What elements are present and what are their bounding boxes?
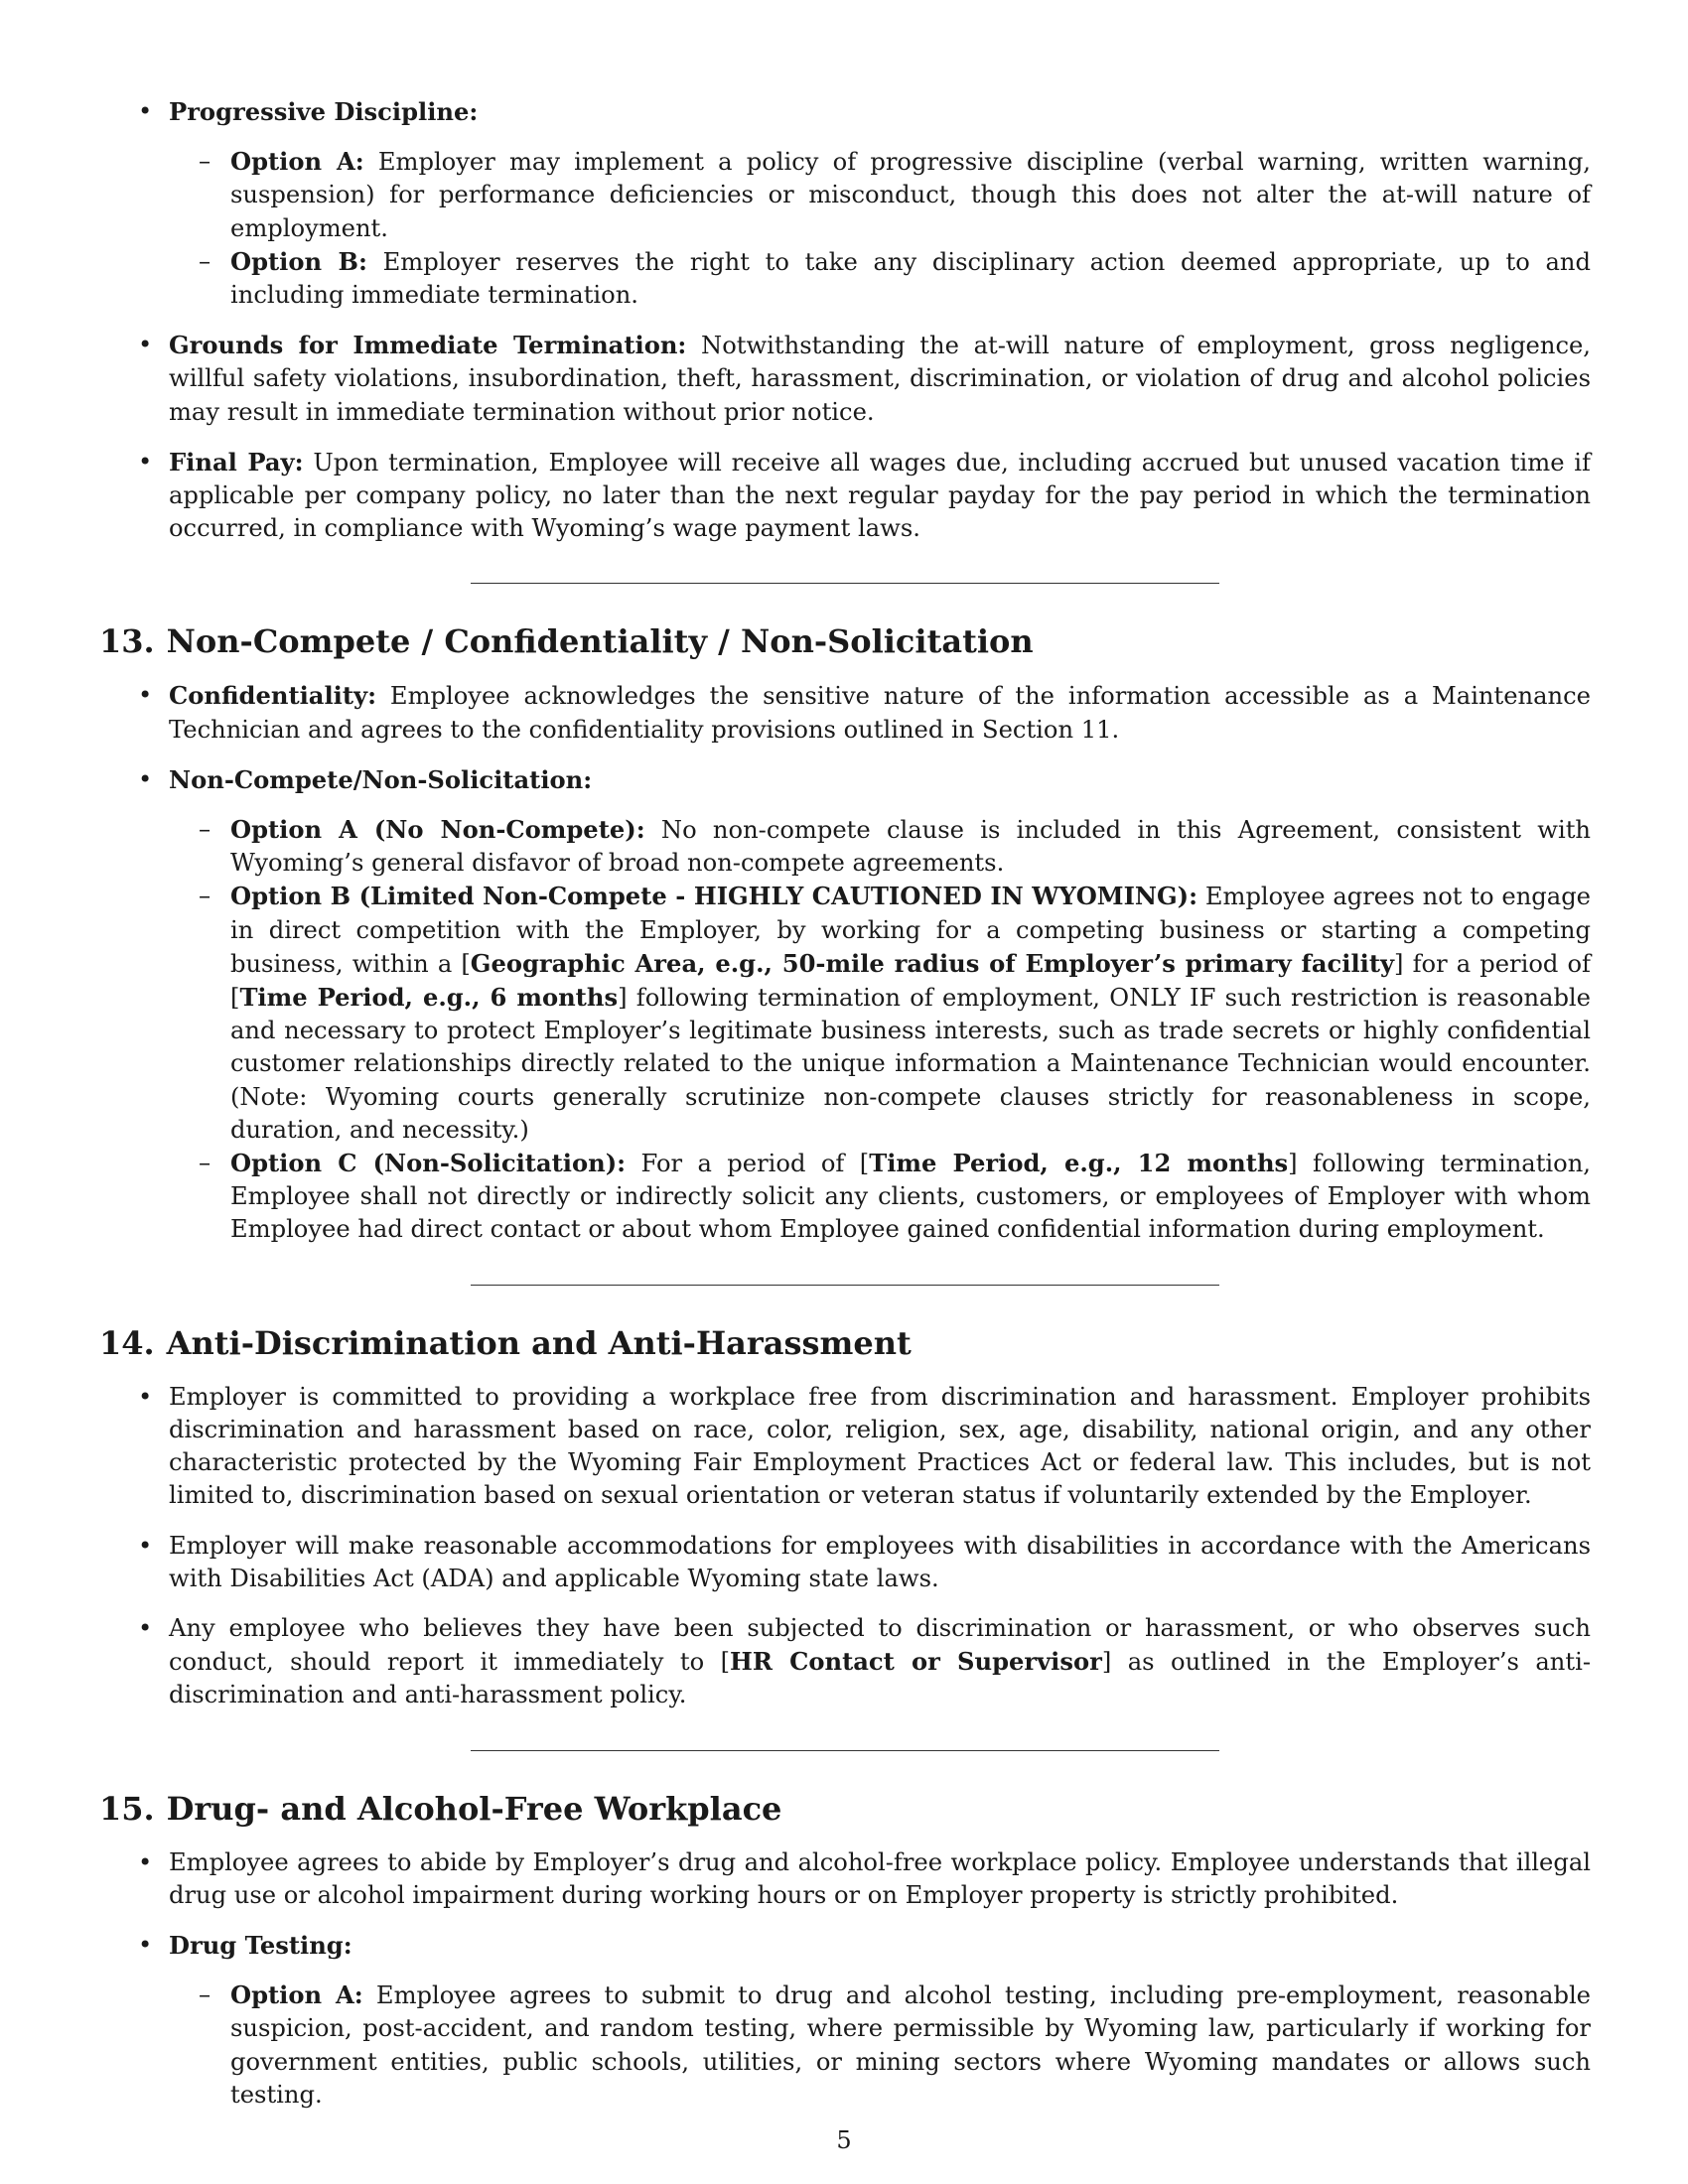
hr-contact-placeholder: HR Contact or Supervisor [730,1647,1102,1677]
option-label: Option A: [230,1980,363,2010]
section-divider [471,583,1219,584]
list-item: • Employer is committed to providing a workplace free from discrimination and harassment. Employer prohibits discrimination and harassment based on race, color, religion, sex, age, disability, national origin, and any other characteristic protected by the Wyoming Fair Employment Practices Act or federal law. This includes, but is not limited to, discrimination based on sexual orientation or veteran status if voluntarily extended by the Employer. [99,1381,1591,1513]
option-label: Option B: [230,246,367,276]
list-item [169,880,1591,1147]
drug-testing-label: Drug Testing: [169,1930,352,1960]
section-13-heading [99,621,1591,661]
option-text: No non-compete clause is included in this Agreement, consistent with Wyoming’s general disfavor of broad non-compete agreements. [230,816,1591,878]
list-item [99,1929,1591,2112]
option-label: Option A (No Non-Compete): [230,815,645,845]
section-15-heading [99,1789,1591,1829]
list-item [169,813,1591,880]
progressive-options [169,145,1591,312]
option-text: Employee agrees to submit to drug and alcohol testing, including pre-employment, reasonable suspicion, post-accident, and random testing, where permissible by Wyoming law, particularly if working for government entities, public schools, utilities, or mining sectors where Wyoming mandates or allows such testing. [230,1981,1592,2109]
list-item: • Employer will make reasonable accommodations for employees with disabilities in accordance with the Americans with Disabilities Act (ADA) and applicable Wyoming state laws. [99,1530,1591,1595]
document-page [99,95,1591,2128]
non-compete-label: Non-Compete/Non-Solicitation: [169,764,593,794]
non-compete-options [169,813,1591,1247]
progressive-discipline-label: Progressive Discipline: [169,97,479,126]
option-text: ] following termination, Employee shall not directly or indirectly solicit any clients, customers, or employees of Employer with whom Employee had direct contact or about whom Employee gained confidential information during employment. [230,1150,1591,1244]
list-item [99,95,1591,312]
section-15-list [99,1846,1591,2112]
time-period-placeholder: Time Period, e.g., 12 months [869,1149,1289,1178]
section-13-list [99,679,1591,1246]
list-item [169,1147,1591,1247]
option-label: Option C (Non-Solicitation): [230,1149,627,1178]
grounds-label: Grounds for Immediate Termination: [169,331,687,360]
grounds-text: Notwithstanding the at-will nature of employment, gross negligence, willful safety violations, insubordination, theft, harassment, discrimination, or violation of drug and alcohol policies may result in immediate termination without prior notice. [169,332,1591,426]
section-14-heading [99,1323,1591,1363]
list-item [99,679,1591,746]
option-label: Option B (Limited Non-Compete - HIGHLY CAUTIONED IN WYOMING): [230,882,1198,911]
geographic-area-placeholder: Geographic Area, e.g., 50-mile radius of Employer’s primary facility [470,948,1395,978]
final-pay-label: Final Pay: [169,447,304,477]
termination-list [99,95,1591,545]
option-text: ] following termination of employment, ONLY IF such restriction is reasonable and necessary to protect Employer’s legitimate business interests, such as trade secrets or highly confidential customer relationships directly related to the unique information a Maintenance Technician would encounter. (Note: Wyoming courts generally scrutinize non-compete clauses strictly for reasonableness in scope, duration, and necessity.) [230,984,1591,1144]
list-item [99,446,1591,546]
list-item [169,1979,1591,2112]
section-divider [471,1750,1219,1751]
section-number: 13. [99,622,155,661]
list-item [99,329,1591,429]
option-text: Employer reserves the right to take any disciplinary action deemed appropriate, up to and including immediate termination. [230,247,1591,310]
confidentiality-text: Employee acknowledges the sensitive nature of the information accessible as a Maintenance Technician and agrees to the confidentiality provisions outlined in Section 11. [169,682,1591,744]
confidentiality-label: Confidentiality: [169,681,377,711]
section-title: Non-Compete / Confidentiality / Non-Solicitation [166,622,1034,661]
option-label: Option A: [230,147,364,177]
time-period-placeholder: Time Period, e.g., 6 months [239,983,619,1013]
list-item [169,245,1591,312]
drug-testing-options [169,1979,1591,2112]
list-item [99,1612,1591,1712]
section-title: Drug- and Alcohol-Free Workplace [166,1789,782,1828]
page-number: 5 [836,2126,852,2154]
option-text: Employee agrees not to engage in direct competition with the Employer, by working for a competing business or starting a competing business, within a [ [230,883,1591,978]
option-text: Employer may implement a policy of progressive discipline (verbal warning, written warning, suspension) for performance deficiencies or misconduct, though this does not alter the at-will nature of employment. [230,148,1592,242]
section-number: 15. [99,1789,155,1828]
section-14-list [99,1381,1591,1712]
list-item [169,145,1591,245]
option-text: For a period of [ [626,1150,870,1178]
section-number: 14. [99,1323,155,1362]
paragraph-text: Any employee who believes they have been subjected to discrimination or harassment, or who observes such conduct, should report it immediately to [ [169,1613,1591,1677]
section-title: Anti-Discrimination and Anti-Harassment [166,1323,912,1362]
final-pay-text: Upon termination, Employee will receive all wages due, including accrued but unused vacation time if applicable per company policy, no later than the next regular payday for the pay period in which the termination occurred, in compliance with Wyoming’s wage payment laws. [169,448,1591,543]
list-item [99,763,1591,1247]
section-divider [471,1285,1219,1286]
option-text: ] for a period of [ [230,949,1591,1013]
list-item: • Employee agrees to abide by Employer’s drug and alcohol-free workplace policy. Employee understands that illegal drug use or alcohol impairment during working hours or on Employer property is strictly prohibited. [99,1846,1591,1912]
paragraph-text: ] as outlined in the Employer’s anti-discrimination and anti-harassment policy. [169,1648,1591,1709]
